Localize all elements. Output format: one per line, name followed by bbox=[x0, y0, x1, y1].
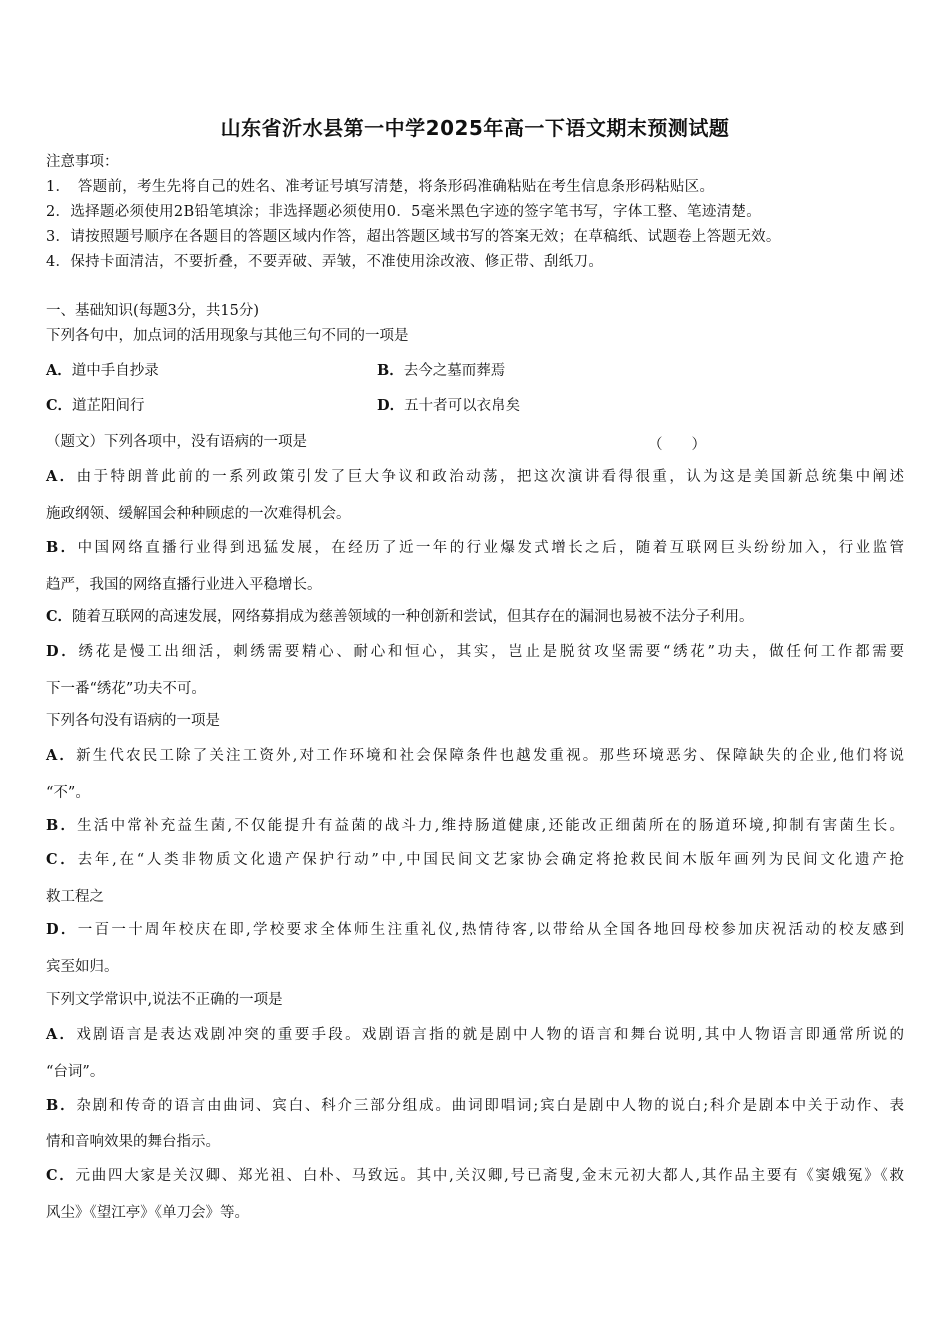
option-letter: C． bbox=[46, 397, 73, 414]
q2-option-d bbox=[46, 643, 904, 661]
q4-option-c-cont: 风尘》《望江亭》《单刀会》等。 bbox=[46, 1205, 249, 1221]
q2-stem: （题文）下列各项中，没有语病的一项是 bbox=[46, 434, 307, 450]
q2-option-b bbox=[46, 539, 904, 557]
notice-item-4: 4．保持卡面清洁，不要折叠，不要弄破、弄皱，不准使用涂改液、修正带、刮纸刀。 bbox=[46, 254, 604, 270]
option-text: 道中手自抄录 bbox=[71, 363, 159, 379]
option-text: 由于特朗普此前的一系列政策引发了巨大争议和政治动荡，把这次演讲看得很重，认为这是美国新总统集中阐述 bbox=[76, 469, 904, 485]
option-letter: D． bbox=[46, 643, 79, 660]
notice-item-2: 2．选择题必须使用2B铅笔填涂；非选择题必须使用0．5毫米黑色字迹的签字笔书写，字体工整、笔迹清楚。 bbox=[46, 204, 762, 220]
q1-option-a bbox=[46, 362, 159, 380]
q3-option-b bbox=[46, 817, 904, 835]
option-letter: B． bbox=[46, 1097, 77, 1114]
option-text: 一百一十周年校庆在即,学校要求全体师生注重礼仪,热情待客,以带给从全国各地回母校参加庆祝活动的校友感到 bbox=[77, 922, 904, 938]
q1-option-c bbox=[46, 397, 145, 415]
q3-option-a-cont: “不”。 bbox=[46, 785, 90, 801]
option-text: 去今之墓而葬焉 bbox=[403, 363, 506, 379]
section-heading: 一、基础知识(每题3分，共15分) bbox=[46, 303, 259, 319]
q2-option-a bbox=[46, 468, 904, 486]
option-text: 绣花是慢工出细活，刺绣需要精心、耐心和恒心，其实，岂止是脱贫攻坚需要“绣花”功夫，做任何工作都需要 bbox=[78, 644, 905, 660]
answer-parentheses: （ ） bbox=[648, 437, 706, 453]
option-letter: B． bbox=[46, 539, 78, 556]
option-text: 五十者可以衣帛矣 bbox=[404, 398, 521, 414]
option-letter: B． bbox=[377, 362, 404, 379]
option-letter: A． bbox=[46, 468, 77, 485]
option-letter: A． bbox=[46, 747, 77, 764]
option-letter: B． bbox=[46, 817, 78, 834]
q3-option-d bbox=[46, 921, 904, 939]
page-title: 山东省沂水县第一中学2025年高一下语文期末预测试题 bbox=[220, 116, 730, 140]
q4-option-c bbox=[46, 1167, 904, 1185]
notice-heading: 注意事项： bbox=[46, 154, 119, 170]
q2-option-b-cont: 趋严，我国的网络直播行业进入平稳增长。 bbox=[46, 577, 322, 593]
option-text: 新生代农民工除了关注工资外,对工作环境和社会保障条件也越发重视。那些环境恶劣、保障缺失的企业,他们将说 bbox=[76, 748, 904, 764]
q1-option-d bbox=[377, 397, 520, 415]
q3-option-c-cont: 救工程之 bbox=[46, 889, 104, 905]
option-text: 随着互联网的高速发展，网络募捐成为慈善领域的一种创新和尝试，但其存在的漏洞也易被不法分子利用。 bbox=[72, 609, 754, 625]
q1-option-b bbox=[377, 362, 505, 380]
q4-option-b-cont: 情和音响效果的舞台指示。 bbox=[46, 1134, 220, 1150]
option-text: 杂剧和传奇的语言由曲词、宾白、科介三部分组成。曲词即唱词;宾白是剧中人物的说白;科介是剧本中关于动作、表 bbox=[76, 1098, 904, 1114]
option-letter: A． bbox=[46, 1026, 77, 1043]
option-text: 生活中常补充益生菌,不仅能提升有益菌的战斗力,维持肠道健康,还能改正细菌所在的肠道环境,抑制有害菌生长。 bbox=[77, 818, 904, 834]
notice-item-3: 3．请按照题号顺序在各题目的答题区域内作答，超出答题区域书写的答案无效；在草稿纸、试题卷上答题无效。 bbox=[46, 229, 781, 245]
option-letter: C． bbox=[46, 851, 78, 868]
option-text: 中国网络直播行业得到迅猛发展，在经历了近一年的行业爆发式增长之后，随着互联网巨头纷纷加入，行业监管 bbox=[77, 540, 904, 556]
option-text: 元曲四大家是关汉卿、郑光祖、白朴、马致远。其中,关汉卿,号已斋叟,金末元初大都人,其作品主要有《窦娥冤》《救 bbox=[75, 1168, 904, 1184]
notice-item-1: 1． 答题前，考生先将自己的姓名、准考证号填写清楚，将条形码准确粘贴在考生信息条形码粘贴区。 bbox=[46, 179, 715, 195]
q1-stem: 下列各句中，加点词的活用现象与其他三句不同的一项是 bbox=[46, 328, 409, 344]
q3-option-c bbox=[46, 851, 904, 869]
q3-option-d-cont: 宾至如归。 bbox=[46, 959, 119, 975]
option-letter: A． bbox=[46, 362, 72, 379]
q4-stem: 下列文学常识中,说法不正确的一项是 bbox=[46, 992, 283, 1008]
option-letter: C． bbox=[46, 608, 73, 625]
option-text: 去年,在“人类非物质文化遗产保护行动”中,中国民间文艺家协会确定将抢救民间木版年画列为民间文化遗产抢 bbox=[77, 852, 904, 868]
option-letter: D． bbox=[46, 921, 78, 938]
option-text: 戏剧语言是表达戏剧冲突的重要手段。戏剧语言指的就是剧中人物的语言和舞台说明,其中人物语言即通常所说的 bbox=[76, 1027, 904, 1043]
q4-option-b bbox=[46, 1097, 904, 1115]
q4-option-a bbox=[46, 1026, 904, 1044]
q2-option-c bbox=[46, 608, 754, 626]
q3-stem: 下列各句没有语病的一项是 bbox=[46, 713, 220, 729]
q3-option-a bbox=[46, 747, 904, 765]
option-letter: D． bbox=[377, 397, 405, 414]
q2-option-a-cont: 施政纲领、缓解国会种种顾虑的一次难得机会。 bbox=[46, 506, 351, 522]
q4-option-a-cont: “台词”。 bbox=[46, 1064, 105, 1080]
q2-option-d-cont: 下一番“绣花”功夫不可。 bbox=[46, 681, 206, 697]
option-text: 道芷阳间行 bbox=[72, 398, 145, 414]
option-letter: C． bbox=[46, 1167, 76, 1184]
